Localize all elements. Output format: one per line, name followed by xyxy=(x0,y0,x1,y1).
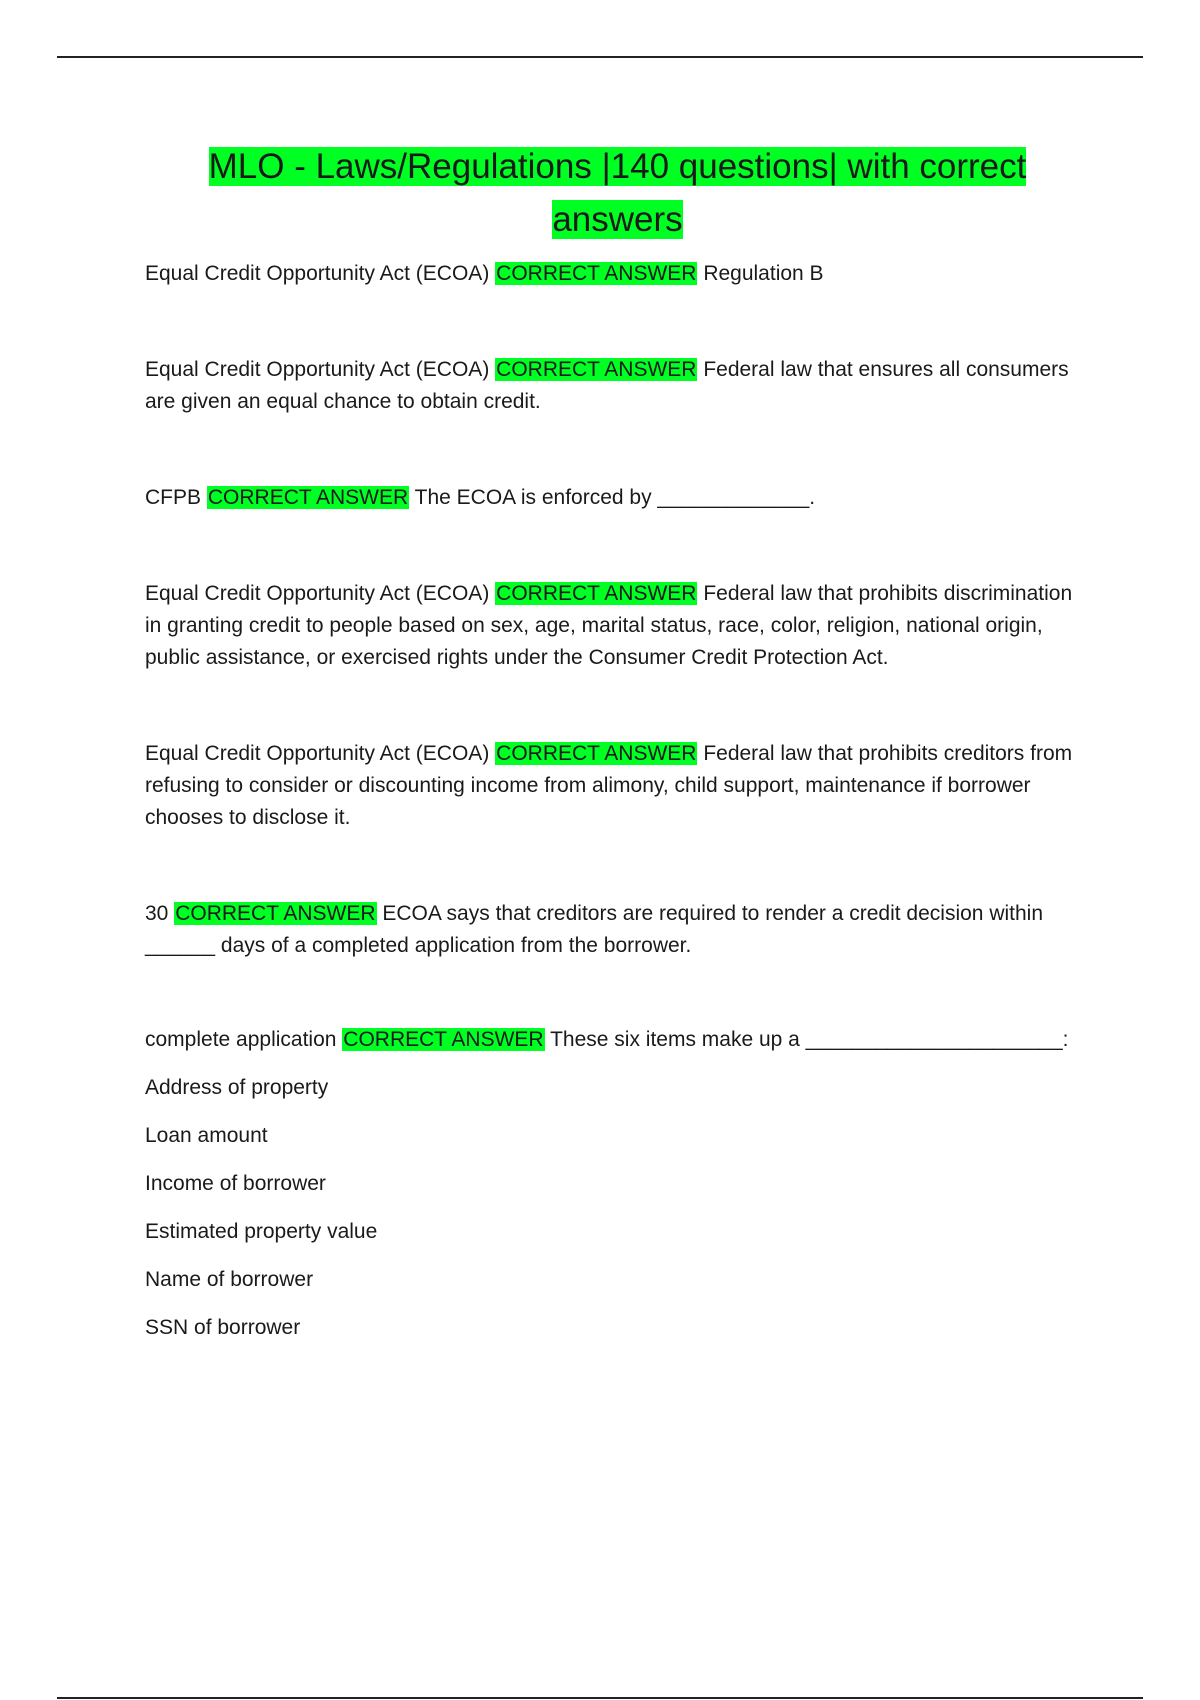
list-item-income: Income of borrower xyxy=(145,1172,326,1195)
entry-term: Equal Credit Opportunity Act (ECOA) xyxy=(145,582,490,605)
entry-term: Equal Credit Opportunity Act (ECOA) xyxy=(145,742,490,765)
title-highlight: MLO - Laws/Regulations |140 questions| with correct answers xyxy=(208,147,1027,239)
correct-answer-marker: CORRECT ANSWER xyxy=(496,358,697,381)
correct-answer-marker: CORRECT ANSWER xyxy=(496,582,697,605)
entry-term: complete application xyxy=(145,1028,337,1051)
header-rule xyxy=(57,56,1143,58)
document-page xyxy=(145,140,1090,1344)
correct-answer-marker: CORRECT ANSWER xyxy=(343,1028,544,1051)
entry-term: 30 xyxy=(145,902,169,925)
qa-entry-5 xyxy=(145,738,1090,834)
list-item-address: Address of property xyxy=(145,1076,329,1099)
list-item-property-value: Estimated property value xyxy=(145,1220,378,1243)
correct-answer-marker: CORRECT ANSWER xyxy=(175,902,376,925)
qa-entry-7 xyxy=(145,1024,1090,1056)
qa-entry-6 xyxy=(145,898,1090,962)
document-title xyxy=(145,140,1090,246)
qa-entry-1 xyxy=(145,258,1090,290)
list-item-loan-amount: Loan amount xyxy=(145,1124,268,1147)
correct-answer-marker: CORRECT ANSWER xyxy=(207,486,409,509)
entry-definition: These six items make up a ______________________: xyxy=(550,1028,1069,1051)
entry-definition: Federal law that prohibits creditors from refusing to consider or discounting income from alimony, child support, maintenance if borrower chooses to disclose it. xyxy=(145,742,1073,829)
footer-rule xyxy=(57,1697,1143,1699)
list-item-ssn: SSN of borrower xyxy=(145,1316,301,1339)
qa-entry-4 xyxy=(145,578,1090,674)
entry-term: Equal Credit Opportunity Act (ECOA) xyxy=(145,358,490,381)
entry-term: CFPB xyxy=(145,486,202,509)
qa-entry-3 xyxy=(145,482,1090,514)
correct-answer-marker: CORRECT ANSWER xyxy=(496,262,697,285)
correct-answer-marker: CORRECT ANSWER xyxy=(496,742,697,765)
list-item-name: Name of borrower xyxy=(145,1268,314,1291)
entry-definition: The ECOA is enforced by _____________. xyxy=(414,486,816,509)
entry-term: Equal Credit Opportunity Act (ECOA) xyxy=(145,262,490,285)
entry-definition: Federal law that prohibits discrimination in granting credit to people based on sex, age, marital status, race, color, religion, national origin, public assistance, or exercised rights under the Consumer Credit Protection Act. xyxy=(145,582,1073,669)
qa-entry-2 xyxy=(145,354,1090,418)
entry-definition: Federal law that ensures all consumers are given an equal chance to obtain credit. xyxy=(145,358,1069,413)
entry-definition: ECOA says that creditors are required to render a credit decision within ______ days of a completed application from the borrower. xyxy=(145,902,1044,957)
entry-definition: Regulation B xyxy=(703,262,824,285)
